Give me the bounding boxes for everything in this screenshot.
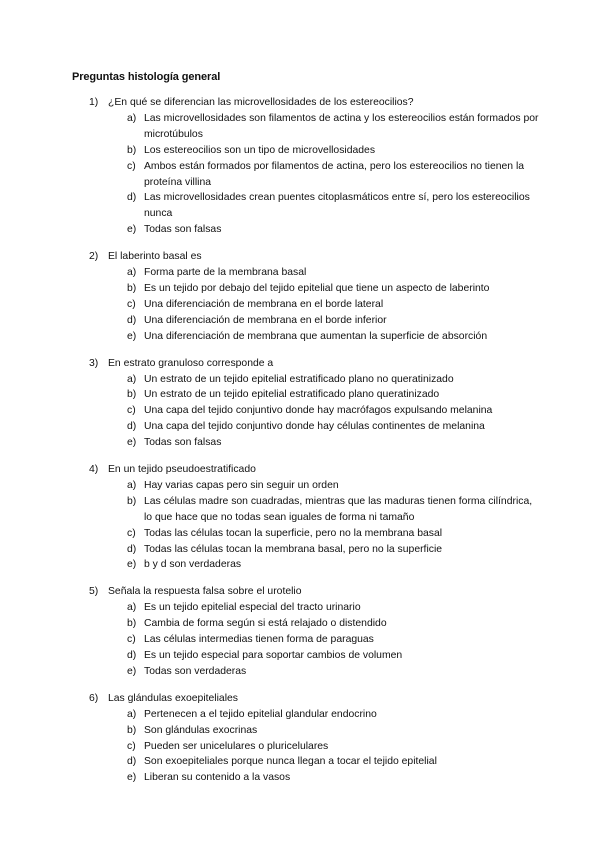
option-letter: d) (127, 192, 137, 204)
question-number: 2) (89, 251, 99, 263)
option-text: Los estereocilios son un tipo de microvellosidades (144, 144, 376, 156)
option-text: Las células intermedias tienen forma de paraguas (144, 634, 374, 646)
option-letter: a) (127, 112, 137, 124)
question-text: Las glándulas exoepiteliales (108, 692, 238, 704)
question-stem (0, 691, 600, 707)
option-text: Pertenecen a el tejido epitelial glandular endocrino (144, 708, 377, 720)
document-title: Preguntas histología general (72, 71, 221, 83)
option-letter: b) (127, 282, 137, 294)
option-letter: b) (127, 389, 137, 401)
option-letter: c) (127, 527, 136, 539)
option-text: Las microvellosidades son filamentos de actina y los estereocilios están formados por microtúbulos (144, 112, 539, 140)
question-number: 6) (89, 692, 99, 704)
option-letter: b) (127, 724, 137, 736)
question-number: 3) (89, 357, 99, 369)
option-text: Una capa del tejido conjuntivo donde hay macrófagos expulsando melanina (144, 405, 493, 417)
option-item (0, 616, 600, 632)
option-letter: e) (127, 330, 137, 342)
option-item (0, 754, 600, 770)
option-text: Cambia de forma según si está relajado o distendido (144, 618, 387, 630)
option-text: Las células madre son cuadradas, mientras que las maduras tienen forma cilíndrica, lo que hace que no todas sean iguales de forma ni tamaño (144, 495, 533, 523)
option-item (0, 265, 600, 281)
option-letter: d) (127, 314, 137, 326)
question-number: 1) (89, 97, 99, 108)
option-text: Las microvellosidades crean puentes citoplasmáticos entre sí, pero los estereocilios nunca (144, 192, 530, 220)
option-item (0, 222, 600, 238)
option-text: Es un tejido epitelial especial del tracto urinario (144, 602, 361, 614)
question-stem (0, 462, 600, 478)
option-text: Es un tejido especial para soportar cambios de volumen (144, 650, 403, 661)
option-list (0, 600, 600, 680)
option-text: Todas son falsas (144, 224, 222, 236)
question-6 (0, 691, 600, 786)
option-item (0, 190, 600, 222)
option-text: Ambos están formados por filamentos de actina, pero los estereocilios no tienen la proteína villina (144, 160, 525, 188)
option-letter: c) (127, 405, 136, 417)
option-letter: b) (127, 618, 137, 630)
question-stem (0, 356, 600, 372)
option-item (0, 494, 600, 526)
option-item (0, 600, 600, 616)
question-stem (0, 95, 600, 111)
option-text: Un estrato de un tejido epitelial estratificado plano no queratinizado (144, 373, 454, 385)
question-text: El laberinto basal es (108, 251, 202, 263)
option-list (0, 372, 600, 452)
question-5 (0, 584, 600, 679)
option-letter: a) (127, 602, 137, 614)
option-letter: e) (127, 559, 137, 571)
option-letter: c) (127, 740, 136, 752)
option-item (0, 557, 600, 573)
option-list (0, 478, 600, 573)
option-list (0, 707, 600, 787)
option-item (0, 403, 600, 419)
option-item (0, 739, 600, 755)
question-number: 5) (89, 586, 99, 598)
option-item (0, 143, 600, 159)
question-number: 4) (89, 464, 99, 476)
option-item (0, 664, 600, 680)
option-letter: b) (127, 144, 137, 156)
option-letter: a) (127, 373, 137, 385)
question-stem (0, 584, 600, 600)
question-list (0, 95, 600, 797)
option-letter: d) (127, 421, 137, 433)
option-item (0, 723, 600, 739)
option-item (0, 478, 600, 494)
option-letter: c) (127, 160, 136, 172)
option-text: Todas las células tocan la superficie, pero no la membrana basal (144, 527, 443, 539)
option-item (0, 329, 600, 345)
option-letter: d) (127, 650, 137, 661)
question-text: En estrato granuloso corresponde a (108, 357, 274, 369)
option-text: Son glándulas exocrinas (144, 724, 258, 736)
option-text: Son exoepiteliales porque nunca llegan a tocar el tejido epitelial (144, 756, 437, 768)
option-item (0, 526, 600, 542)
option-list (0, 265, 600, 345)
option-text: Todas son verdaderas (144, 665, 247, 677)
option-item (0, 542, 600, 558)
question-2 (0, 249, 600, 344)
option-text: Una capa del tejido conjuntivo donde hay células continentes de melanina (144, 421, 485, 433)
question-3 (0, 356, 600, 451)
question-stem (0, 249, 600, 265)
option-text: Pueden ser unicelulares o pluricelulares (144, 740, 329, 752)
option-letter: e) (127, 224, 137, 236)
option-text: b y d son verdaderas (144, 559, 242, 571)
option-letter: a) (127, 479, 137, 491)
option-letter: a) (127, 708, 137, 720)
option-text: Una diferenciación de membrana que aumentan la superficie de absorción (144, 330, 488, 342)
option-letter: c) (127, 298, 136, 310)
question-1 (0, 95, 600, 238)
question-text: En un tejido pseudoestratificado (108, 464, 256, 476)
option-text: Liberan su contenido a la vasos (144, 772, 291, 784)
option-item (0, 111, 600, 143)
option-item (0, 648, 600, 664)
option-letter: d) (127, 543, 137, 555)
option-item (0, 159, 600, 191)
option-letter: a) (127, 267, 137, 279)
option-text: Todas las células tocan la membrana basal, pero no la superficie (144, 543, 443, 555)
option-item (0, 372, 600, 388)
option-item (0, 707, 600, 723)
question-text: ¿En qué se diferencian las microvellosidades de los estereocilios? (108, 97, 414, 108)
question-text: Señala la respuesta falsa sobre el urotelio (108, 586, 302, 598)
option-item (0, 281, 600, 297)
option-item (0, 419, 600, 435)
option-text: Una diferenciación de membrana en el borde lateral (144, 298, 384, 310)
option-text: Todas son falsas (144, 437, 222, 449)
option-item (0, 297, 600, 313)
option-text: Un estrato de un tejido epitelial estratificado plano queratinizado (144, 389, 440, 401)
option-item (0, 435, 600, 451)
option-item (0, 770, 600, 786)
option-text: Forma parte de la membrana basal (144, 267, 307, 279)
option-item (0, 632, 600, 648)
option-list (0, 111, 600, 238)
question-4 (0, 462, 600, 573)
option-letter: e) (127, 437, 137, 449)
option-letter: d) (127, 756, 137, 768)
option-letter: e) (127, 772, 137, 784)
option-letter: b) (127, 495, 137, 507)
option-letter: e) (127, 665, 137, 677)
option-text: Hay varias capas pero sin seguir un orden (144, 479, 339, 491)
option-item (0, 387, 600, 403)
option-text: Una diferenciación de membrana en el borde inferior (144, 314, 387, 326)
option-letter: c) (127, 634, 136, 646)
option-item (0, 313, 600, 329)
option-text: Es un tejido por debajo del tejido epitelial que tiene un aspecto de laberinto (144, 282, 490, 294)
